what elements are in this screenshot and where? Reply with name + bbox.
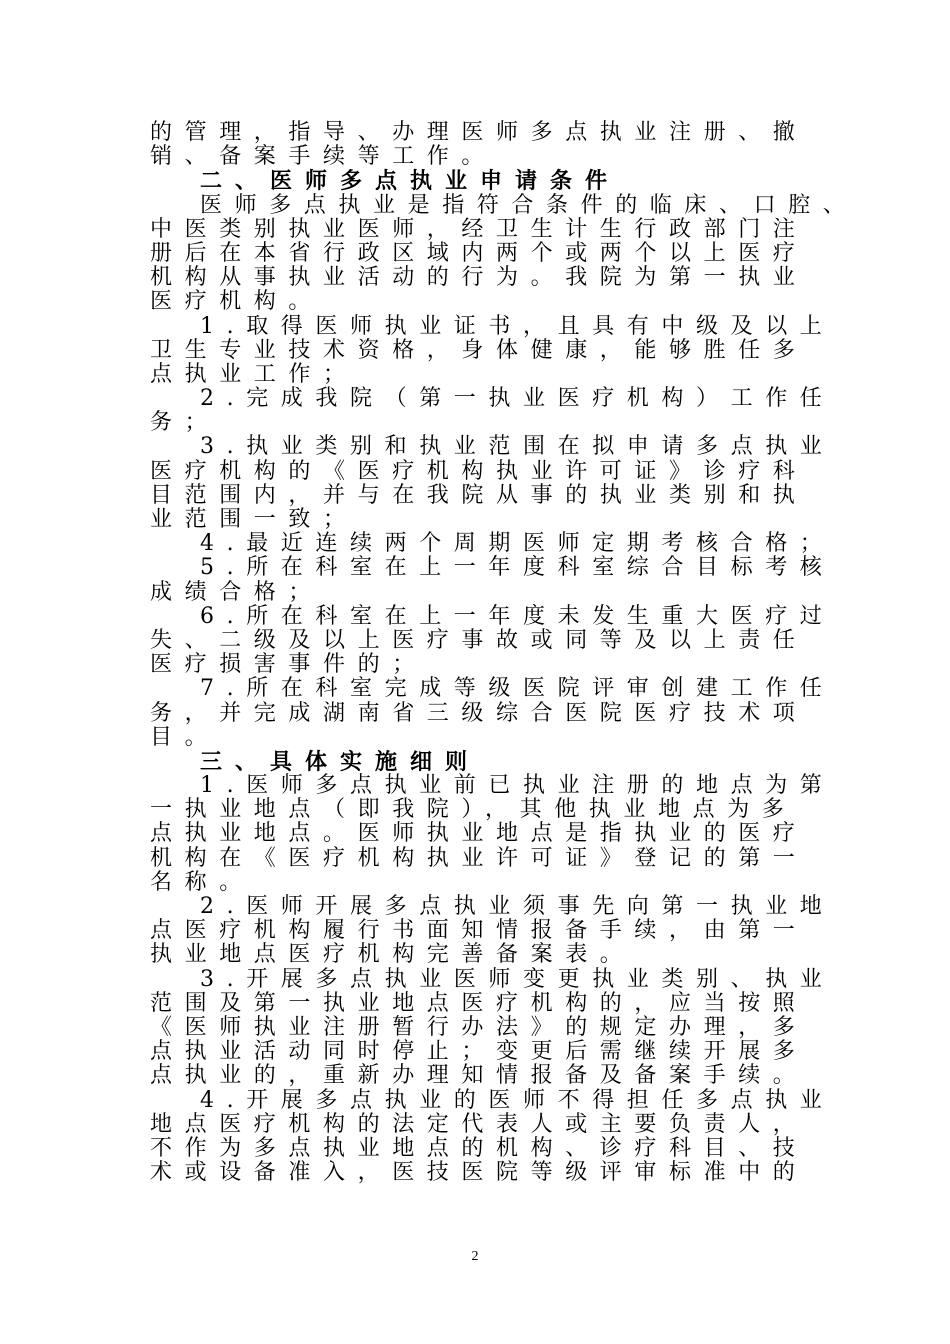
- text-line: 的管理，指导、办理医师多点执业注册、撤: [150, 120, 808, 145]
- text-line: 册后在本省行政区域内两个或两个以上医疗: [150, 240, 808, 266]
- text-line: 5.所在科室在上一年度科室综合目标考核: [200, 555, 835, 581]
- text-line: 中医类别执业医师，经卫生计生行政部门注: [150, 216, 808, 242]
- text-line: 7.所在科室完成等级医院评审创建工作任: [200, 676, 835, 702]
- text-line: 目范围内，并与在我院从事的执业类别和执: [150, 482, 808, 508]
- text-line: 3.开展多点执业医师变更执业类别、执业: [200, 966, 835, 992]
- document-page: [150, 120, 858, 1186]
- text-line: 不作为多点执业地点的机构、诊疗科目、技: [150, 1135, 808, 1161]
- text-line: 务，并完成湖南省三级综合医院医疗技术项: [150, 700, 808, 726]
- text-line: 点医疗机构履行书面知情报备手续，由第一: [150, 918, 808, 944]
- text-line: 医师多点执业是指符合条件的临床、口腔、: [200, 192, 858, 218]
- section-heading: 三、具体实施细则: [200, 748, 481, 775]
- text-line: 卫生专业技术资格，身体健康，能够胜任多: [150, 337, 808, 363]
- text-line: 名称。: [150, 869, 254, 895]
- text-line: 销、备案手续等工作。: [150, 144, 497, 170]
- text-line: 机构从事执业活动的行为。我院为第一执业: [150, 265, 808, 291]
- text-line: 成绩合格；: [150, 579, 324, 605]
- text-line: 地点医疗机构的法定代表人或主要负责人，: [150, 1111, 808, 1137]
- text-line: 执业地点医疗机构完善备案表。: [150, 942, 635, 968]
- text-line: 2.医师开展多点执业须事先向第一执业地: [200, 894, 835, 919]
- text-line: 2.完成我院（第一执业医疗机构）工作任: [200, 386, 835, 412]
- text-line: 6.所在科室在上一年度未发生重大医疗过: [200, 603, 835, 629]
- text-line: 失、二级及以上医疗事故或同等及以上责任: [150, 627, 808, 653]
- text-line: 1.医师多点执业前已执业注册的地点为第: [200, 773, 835, 799]
- text-line: 3.执业类别和执业范围在拟申请多点执业: [200, 434, 835, 460]
- text-line: 术或设备准入，医技医院等级评审标准中的: [150, 1160, 808, 1186]
- text-line: 业范围一致；: [150, 507, 358, 532]
- text-line: 4.开展多点执业的医师不得担任多点执业: [200, 1087, 835, 1113]
- text-line: 医疗机构的《医疗机构执业许可证》诊疗科: [150, 458, 808, 484]
- text-line: 点执业地点。医师执业地点是指执业的医疗: [150, 821, 808, 847]
- text-line: 医疗机构。: [150, 289, 324, 315]
- text-line: 4.最近连续两个周期医师定期考核合格；: [200, 531, 835, 557]
- text-line: 目。: [150, 724, 220, 750]
- text-line: 1.取得医师执业证书，且具有中级及以上: [200, 313, 835, 339]
- text-line: 机构在《医疗机构执业许可证》登记的第一: [150, 845, 808, 871]
- text-line: 医疗损害事件的；: [150, 652, 427, 678]
- text-line: 务；: [150, 410, 220, 436]
- text-line: 一执业地点（即我院），其他执业地点为多: [150, 797, 797, 823]
- text-line: 点执业的，重新办理知情报备及备案手续。: [150, 1063, 808, 1089]
- text-line: 点执业活动同时停止；变更后需继续开展多: [150, 1039, 808, 1065]
- section-heading: 二、医师多点执业申请条件: [200, 168, 621, 195]
- page-number: 2: [471, 1249, 479, 1264]
- text-line: 范围及第一执业地点医疗机构的，应当按照: [150, 990, 808, 1016]
- text-line: 《医师执业注册暂行办法》的规定办理，多: [150, 1014, 808, 1040]
- text-line: 点执业工作；: [150, 361, 358, 387]
